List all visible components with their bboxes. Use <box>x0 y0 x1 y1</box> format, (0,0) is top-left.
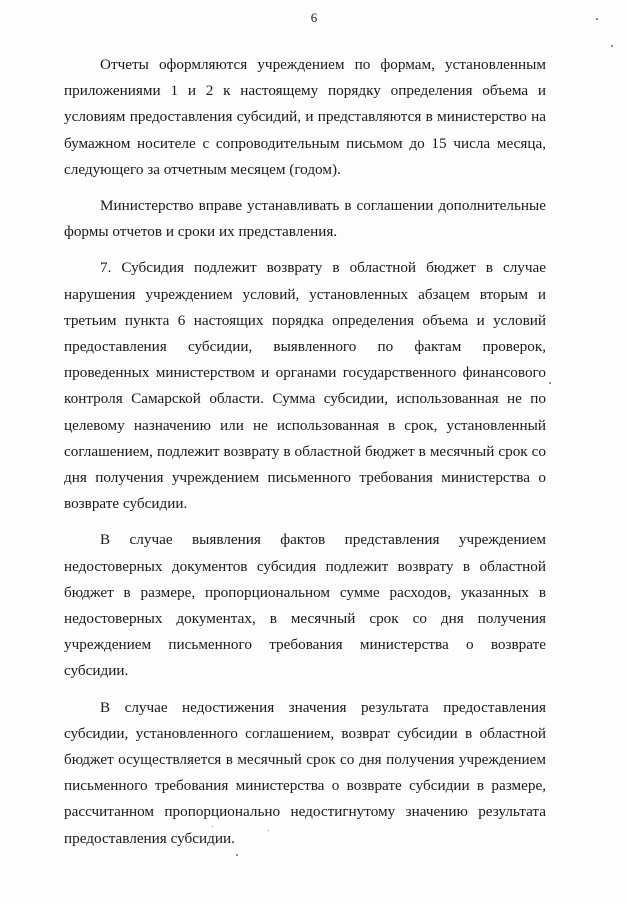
paragraph-additional-forms: Министерство вправе устанавливать в соглашении дополнительные формы отчетов и сроки их представления. <box>64 197 546 241</box>
scan-speck <box>611 45 613 47</box>
document-body <box>64 52 546 852</box>
paragraph-result-not-achieved: В случае недостижения значения результата предоставления субсидии, установленного соглашением, возврат субсидии в областной бюджет осуществляется в месячный срок со дня получения учреждением письменного требования министерства о возврате субсидии в размере, рассчитанном пропорционально недостигнутому значению результата предоставления субсидии. <box>64 698 546 847</box>
paragraph-item-7: 7. Субсидия подлежит возврату в областной бюджет в случае нарушения учреждением условий, установленных абзацем вторым и третьим пункта 6 настоящих порядка определения объема и условий предоставления субсидии, выявленного по фактам проверок, проведенных министерством и органами государственного финансового контроля Самарской области. Сумма субсидии, использованная не по целевому назначению или не использованная в срок, установленный соглашением, подлежит возврату в областной бюджет в месячный срок со дня получения учреждением письменного требования министерства о возврате субсидии. <box>64 259 546 513</box>
scan-speck <box>549 382 551 384</box>
scan-speck <box>236 854 238 856</box>
scan-speck <box>212 826 213 827</box>
paragraph-reports: Отчеты оформляются учреждением по формам, установленным приложениями 1 и 2 к настоящему порядку определения объема и условиям предоставления субсидий, и представляются в министерство на бумажном носителе с сопроводительным письмом до 15 числа месяца, следующего за отчетным месяцем (годом). <box>64 56 546 178</box>
page-number: 6 <box>310 10 318 25</box>
scan-speck <box>596 18 598 20</box>
paragraph-false-documents: В случае выявления фактов представления учреждением недостоверных документов субсидия подлежит возврату в областной бюджет в размере, пропорциональном сумме расходов, указанных в недостоверных документах, в месячный срок со дня получения учреждением письменного требования министерства о возврате субсидии. <box>64 531 546 680</box>
scan-speck <box>268 830 269 831</box>
